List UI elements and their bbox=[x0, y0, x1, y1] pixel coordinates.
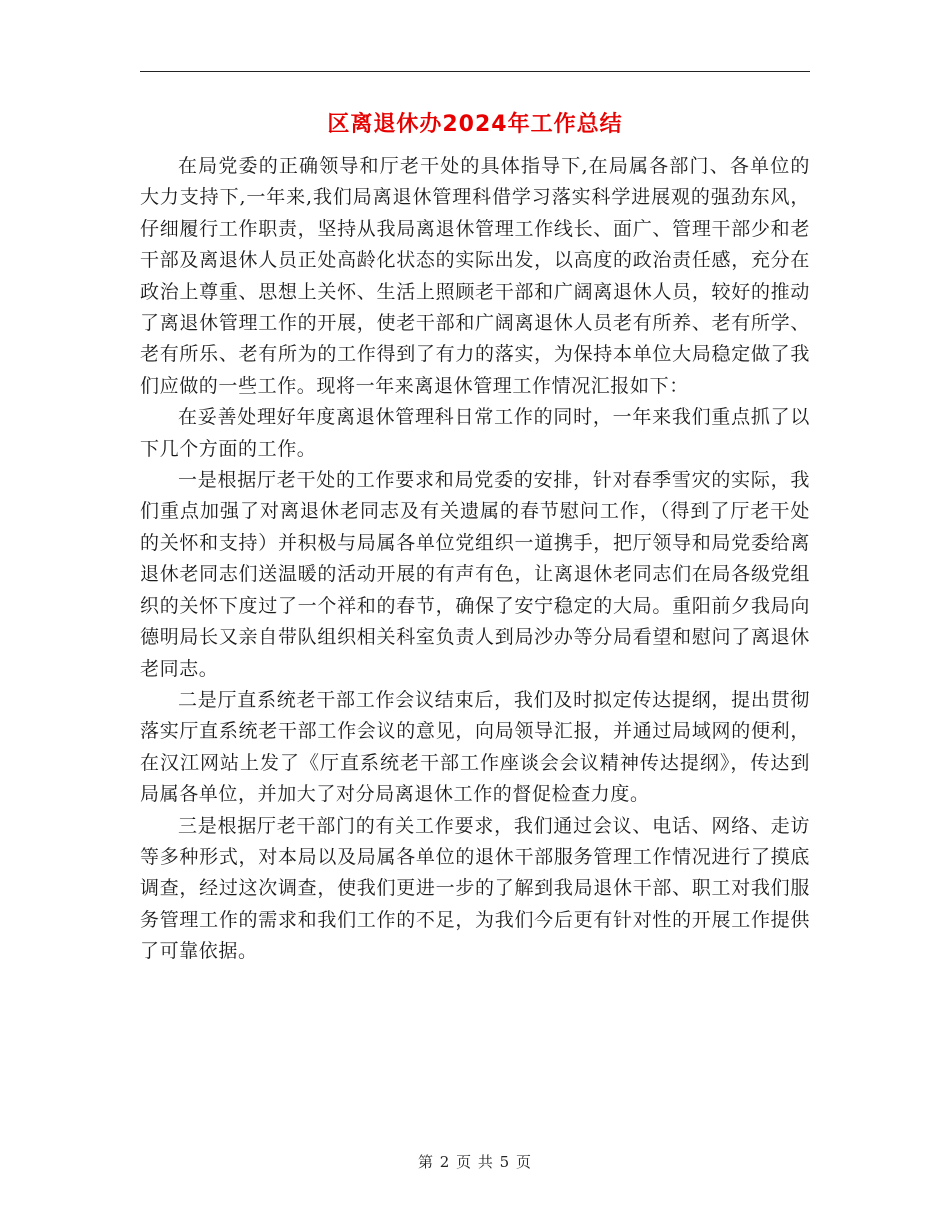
document-body bbox=[140, 151, 810, 968]
header-rule bbox=[140, 71, 810, 72]
paragraph-item-three: 三是根据厅老干部门的有关工作要求，我们通过会议、电话、网络、走访等多种形式，对本局以及局属各单位的退休干部服务管理工作情况进行了摸底调查，经过这次调查，使我们更进一步的了解到我局退休干部、职工对我们服务管理工作的需求和我们工作的不足，为我们今后更有针对性的开展工作提供了可靠依据。 bbox=[140, 814, 810, 963]
paragraph-intro: 在局党委的正确领导和厅老干处的具体指导下,在局属各部门、各单位的大力支持下,一年来,我们局离退休管理科借学习落实科学进展观的强劲东风，仔细履行工作职责，坚持从我局离退休管理工作线长、面广、管理干部少和老干部及离退休人员正处高龄化状态的实际出发，以高度的政治责任感，充分在政治上尊重、思想上关怀、生活上照顾老干部和广阔离退休人员，较好的推动了离退休管理工作的开展，使老干部和广阔离退休人员老有所养、老有所学、老有所乐、老有所为的工作得到了有力的落实，为保持本单位大局稳定做了我们应做的一些工作。现将一年来离退休管理工作情况汇报如下： bbox=[140, 155, 810, 397]
paragraph-item-two: 二是厅直系统老干部工作会议结束后，我们及时拟定传达提纲，提出贯彻落实厅直系统老干部工作会议的意见，向局领导汇报，并通过局域网的便利，在汉江网站上发了《厅直系统老干部工作座谈会会议精神传达提纲》，传达到局属各单位，并加大了对分局离退休工作的督促检查力度。 bbox=[140, 688, 810, 806]
paragraph-overview: 在妥善处理好年度离退休管理科日常工作的同时，一年来我们重点抓了以下几个方面的工作。 bbox=[140, 406, 810, 460]
document-title: 区离退休办2024年工作总结 bbox=[327, 112, 623, 137]
paragraph-item-one: 一是根据厅老干处的工作要求和局党委的安排，针对春季雪灾的实际，我们重点加强了对离退休老同志及有关遗属的春节慰问工作，（得到了厅老干处的关怀和支持）并积极与局属各单位党组织一道携手，把厅领导和局党委给离退休老同志们送温暖的活动开展的有声有色，让离退休老同志们在局各级党组织的关怀下度过了一个祥和的春节，确保了安宁稳定的大局。重阳前夕我局向德明局长又亲自带队组织相关科室负责人到局沙办等分局看望和慰问了离退休老同志。 bbox=[140, 469, 810, 680]
page-number-footer: 第 2 页 共 5 页 bbox=[418, 1153, 532, 1171]
